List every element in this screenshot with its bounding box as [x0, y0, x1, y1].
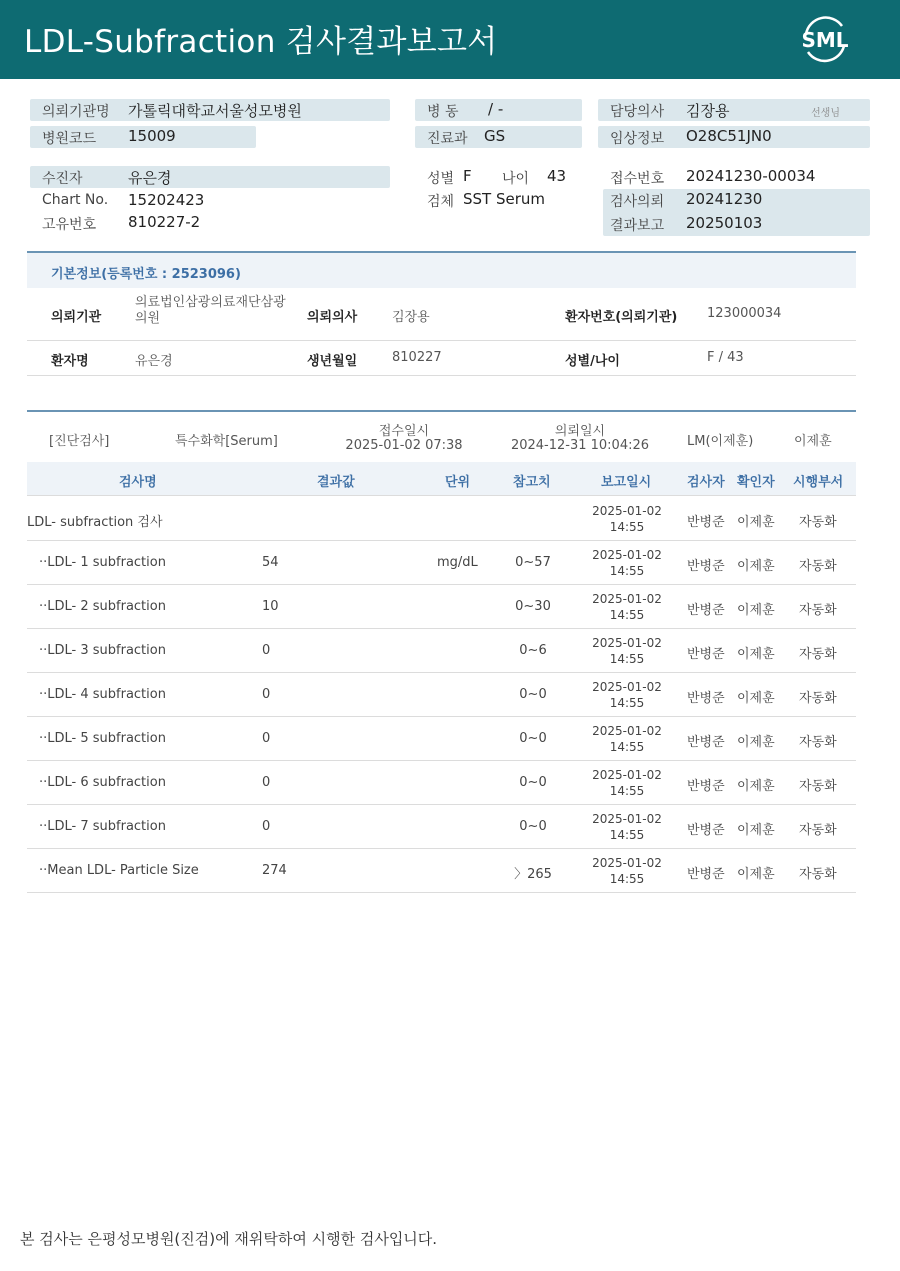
cell-report-datetime [577, 811, 677, 843]
cell-time: 14:55 [609, 696, 645, 710]
table-row [27, 585, 856, 629]
field-value: 810227-2 [128, 213, 201, 231]
cell-date: 2025-01-02 [592, 592, 662, 606]
field-value: 김장용 [686, 102, 730, 120]
field-label: 담당의사 [610, 104, 665, 120]
field-value: 15009 [128, 127, 176, 145]
cell-time: 14:55 [609, 784, 645, 798]
confirmer-name: 이제훈 [794, 434, 832, 449]
cell-tester: 반병준 [687, 515, 725, 530]
info-value: F / 43 [707, 350, 744, 365]
field-label: 고유번호 [42, 217, 97, 233]
test-group: 특수화학[Serum] [175, 434, 278, 449]
cell-ref: 0~30 [515, 599, 551, 614]
col-report: 보고일시 [601, 475, 652, 490]
report-header [0, 0, 900, 79]
cell-result: 10 [262, 599, 279, 614]
table-row [27, 717, 856, 761]
cell-date: 2025-01-02 [592, 548, 662, 562]
cell-report-datetime [577, 723, 677, 755]
test-header [27, 410, 856, 462]
field-dates-box [603, 189, 870, 236]
cell-dept: 자동화 [799, 559, 837, 574]
field-value: 가톨릭대학교서울성모병원 [128, 102, 302, 120]
cell-ref: 0~57 [515, 555, 551, 570]
cell-result: 274 [262, 863, 287, 878]
cell-result: 0 [262, 775, 271, 790]
table-header [27, 462, 856, 496]
cell-time: 14:55 [609, 520, 645, 534]
cell-confirmer: 이제훈 [737, 735, 775, 750]
info-key: 의뢰기관 [51, 310, 102, 325]
field-label: 진료과 [427, 131, 468, 147]
cell-confirmer: 이제훈 [737, 867, 775, 882]
table-row [27, 805, 856, 849]
field-unique-no [30, 212, 390, 234]
cell-date: 2025-01-02 [592, 636, 662, 650]
cell-date: 2025-01-02 [592, 856, 662, 870]
field-label: 나이 [502, 171, 530, 187]
field-clinical-info [598, 126, 870, 148]
cell-tester: 반병준 [687, 603, 725, 618]
report-title: LDL-Subfraction 검사결과보고서 [24, 24, 498, 60]
cell-dept: 자동화 [799, 823, 837, 838]
col-tester: 검사자 [687, 475, 725, 490]
field-label: 결과보고 [610, 218, 665, 234]
info-key: 의뢰의사 [307, 310, 358, 325]
info-key: 성별/나이 [565, 354, 620, 369]
field-patient [30, 166, 390, 188]
cell-result: 54 [262, 555, 279, 570]
cell-name: ··LDL- 2 subfraction [39, 599, 166, 614]
field-department [415, 126, 582, 148]
field-value: O28C51JN0 [686, 127, 772, 145]
cell-confirmer: 이제훈 [737, 515, 775, 530]
field-chart-no [30, 190, 390, 212]
info-key: 환자번호(의뢰기관) [565, 310, 678, 325]
request-value: 2024-12-31 10:04:26 [510, 438, 650, 453]
field-value: 20241230-00034 [686, 167, 816, 185]
cell-date: 2025-01-02 [592, 768, 662, 782]
field-value: / - [488, 100, 504, 118]
cell-report-datetime [577, 503, 677, 535]
cell-ref: 〉265 [514, 867, 552, 882]
cell-date: 2025-01-02 [592, 812, 662, 826]
field-value: F [463, 167, 472, 185]
table-row [27, 849, 856, 893]
cell-report-datetime [577, 679, 677, 711]
cell-name: ··LDL- 3 subfraction [39, 643, 166, 658]
cell-result: 0 [262, 731, 271, 746]
cell-tester: 반병준 [687, 735, 725, 750]
field-value: SST Serum [463, 190, 546, 208]
cell-ref: 0~0 [519, 775, 547, 790]
field-value: GS [484, 127, 506, 145]
cell-dept: 자동화 [799, 735, 837, 750]
cell-confirmer: 이제훈 [737, 691, 775, 706]
basic-info-heading: 기본정보(등록번호 : 2523096) [51, 267, 241, 282]
col-name: 검사명 [119, 475, 157, 490]
cell-confirmer: 이제훈 [737, 647, 775, 662]
footer-note: 본 검사는 은평성모병원(진검)에 재위탁하여 시행한 검사입니다. [20, 1230, 438, 1248]
cell-confirmer: 이제훈 [737, 559, 775, 574]
field-hospital-code [30, 126, 256, 148]
info-value: 의료법인삼광의료재단삼광의원 [135, 295, 286, 326]
basic-info-row-1 [27, 288, 856, 341]
table-row [27, 541, 856, 585]
col-confirmer: 확인자 [737, 475, 775, 490]
cell-tester: 반병준 [687, 867, 725, 882]
cell-unit: mg/dL [437, 555, 478, 570]
cell-time: 14:55 [609, 564, 645, 578]
field-specimen [415, 189, 582, 211]
cell-result: 0 [262, 643, 271, 658]
cell-time: 14:55 [609, 608, 645, 622]
cell-ref: 0~0 [519, 687, 547, 702]
info-value: 123000034 [707, 306, 782, 321]
field-label: 수진자 [42, 171, 83, 187]
table-row [27, 761, 856, 805]
cell-ref: 0~0 [519, 819, 547, 834]
test-category: [진단검사] [49, 434, 110, 449]
field-value: 43 [547, 167, 567, 185]
field-value: 20241230 [686, 190, 763, 208]
field-label: 성별 [427, 171, 455, 187]
table-row [27, 629, 856, 673]
info-key: 환자명 [51, 354, 89, 369]
col-dept: 시행부서 [793, 475, 844, 490]
cell-tester: 반병준 [687, 691, 725, 706]
logo-text: SML [801, 28, 849, 52]
col-unit: 단위 [445, 475, 471, 490]
cell-time: 14:55 [609, 740, 645, 754]
cell-ref: 0~6 [519, 643, 547, 658]
cell-dept: 자동화 [799, 603, 837, 618]
field-institution [30, 99, 390, 121]
cell-dept: 자동화 [799, 647, 837, 662]
lm-name: LM(이제훈) [687, 434, 754, 449]
cell-date: 2025-01-02 [592, 504, 662, 518]
table-row [27, 673, 856, 717]
cell-name: ··LDL- 6 subfraction [39, 775, 166, 790]
cell-tester: 반병준 [687, 823, 725, 838]
field-label: 의뢰기관명 [42, 104, 110, 120]
receipt-label: 접수일시 [378, 424, 430, 439]
table-row [27, 497, 856, 541]
cell-result: 0 [262, 819, 271, 834]
cell-name: ··LDL- 4 subfraction [39, 687, 166, 702]
cell-time: 14:55 [609, 828, 645, 842]
cell-confirmer: 이제훈 [737, 779, 775, 794]
cell-confirmer: 이제훈 [737, 603, 775, 618]
col-ref: 참고치 [513, 475, 551, 490]
cell-name: ··LDL- 7 subfraction [39, 819, 166, 834]
cell-ref: 0~0 [519, 731, 547, 746]
sml-logo [798, 12, 852, 66]
field-age [490, 166, 582, 188]
basic-info-title [27, 251, 856, 288]
receipt-value: 2025-01-02 07:38 [345, 438, 463, 453]
cell-name: LDL- subfraction 검사 [27, 515, 163, 530]
info-key: 생년월일 [307, 354, 358, 369]
cell-date: 2025-01-02 [592, 724, 662, 738]
cell-dept: 자동화 [799, 515, 837, 530]
field-value: 20250103 [686, 214, 763, 232]
field-label: 접수번호 [610, 171, 665, 187]
info-value: 유은경 [135, 354, 173, 369]
cell-dept: 자동화 [799, 867, 837, 882]
field-value: 15202423 [128, 191, 205, 209]
cell-name: ··LDL- 1 subfraction [39, 555, 166, 570]
basic-info-row-2 [27, 341, 856, 376]
field-suffix: 선생님 [811, 108, 840, 119]
field-label: Chart No. [42, 192, 109, 208]
cell-tester: 반병준 [687, 559, 725, 574]
col-result: 결과값 [317, 475, 355, 490]
cell-tester: 반병준 [687, 647, 725, 662]
cell-dept: 자동화 [799, 779, 837, 794]
field-label: 검사의뢰 [610, 194, 665, 210]
field-receipt-no [598, 166, 870, 188]
field-label: 병원코드 [42, 131, 97, 147]
cell-tester: 반병준 [687, 779, 725, 794]
cell-time: 14:55 [609, 872, 645, 886]
field-doctor [598, 99, 870, 121]
field-label: 병 동 [427, 104, 459, 120]
info-value: 810227 [392, 350, 442, 365]
field-label: 검체 [427, 194, 455, 210]
cell-name: ··Mean LDL- Particle Size [39, 863, 199, 878]
cell-date: 2025-01-02 [592, 680, 662, 694]
cell-confirmer: 이제훈 [737, 823, 775, 838]
request-label: 의뢰일시 [554, 424, 606, 439]
cell-report-datetime [577, 591, 677, 623]
cell-report-datetime [577, 855, 677, 887]
cell-name: ··LDL- 5 subfraction [39, 731, 166, 746]
field-value: 유은경 [128, 169, 172, 187]
field-ward [415, 99, 582, 121]
field-label: 임상정보 [610, 131, 665, 147]
cell-dept: 자동화 [799, 691, 837, 706]
cell-time: 14:55 [609, 652, 645, 666]
cell-report-datetime [577, 635, 677, 667]
cell-result: 0 [262, 687, 271, 702]
cell-report-datetime [577, 767, 677, 799]
info-value: 김장용 [392, 310, 430, 325]
cell-report-datetime [577, 547, 677, 579]
